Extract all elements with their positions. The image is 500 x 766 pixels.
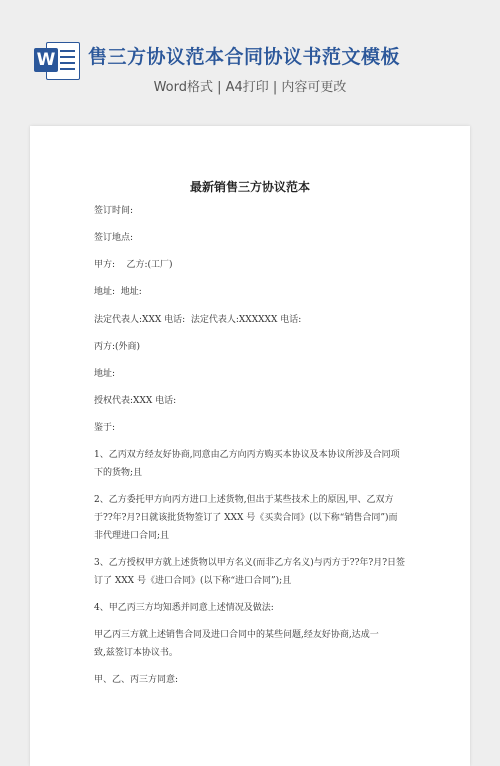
doc-agreement-paragraph: 甲乙丙三方就上述销售合同及进口合同中的某些问题,经友好协商,达成一 致,兹签订本协议书。 — [94, 630, 379, 658]
doc-clause-3: 3、乙方授权甲方就上述货物以甲方名义(而非乙方名义)与丙方于??年?月?日签 订了 XXX 号《进口合同》(以下称“进口合同”);且 — [94, 558, 406, 586]
doc-line-parties-agree: 甲、乙、丙三方同意: — [94, 675, 179, 685]
word-logo-letter: W — [34, 48, 58, 72]
page-subtitle: Word格式 | A4打印 | 内容可更改 — [153, 80, 347, 95]
page-title: 售三方协议范本合同协议书范文模板 — [88, 46, 401, 68]
doc-line-parties-ab: 甲方: 乙方:(工厂) — [94, 260, 173, 270]
doc-line-whereas: 鉴于: — [94, 423, 116, 433]
doc-clause-1: 1、乙丙双方经友好协商,同意由乙方向丙方购买本协议及本协议所涉及合同项 下的货物;且 — [94, 450, 400, 478]
doc-line-authorized-rep: 授权代表:XXX 电话: — [94, 396, 177, 406]
doc-line-legal-reps: 法定代表人:XXX 电话: 法定代表人:XXXXXX 电话: — [94, 315, 302, 325]
doc-line-sign-time: 签订时间: — [94, 206, 134, 216]
doc-line-address-ab: 地址: 地址: — [94, 287, 142, 297]
document-page — [30, 126, 470, 766]
doc-line-address-c: 地址: — [94, 369, 116, 379]
document-title: 最新销售三方协议范本 — [189, 180, 310, 194]
doc-clause-4: 4、甲乙丙三方均知悉并同意上述情况及做法: — [94, 603, 274, 613]
doc-line-sign-place: 签订地点: — [94, 233, 134, 243]
word-document-icon — [34, 40, 78, 80]
doc-clause-2: 2、乙方委托甲方向丙方进口上述货物,但出于某些技术上的原因,甲、乙双方 于??年?月?日就该批货物签订了 XXX 号《买卖合同》(以下称“销售合同”)而 非代理进口合同;且 — [94, 495, 398, 541]
doc-line-party-c: 丙方:(外商) — [94, 342, 141, 352]
header-banner — [0, 0, 500, 120]
